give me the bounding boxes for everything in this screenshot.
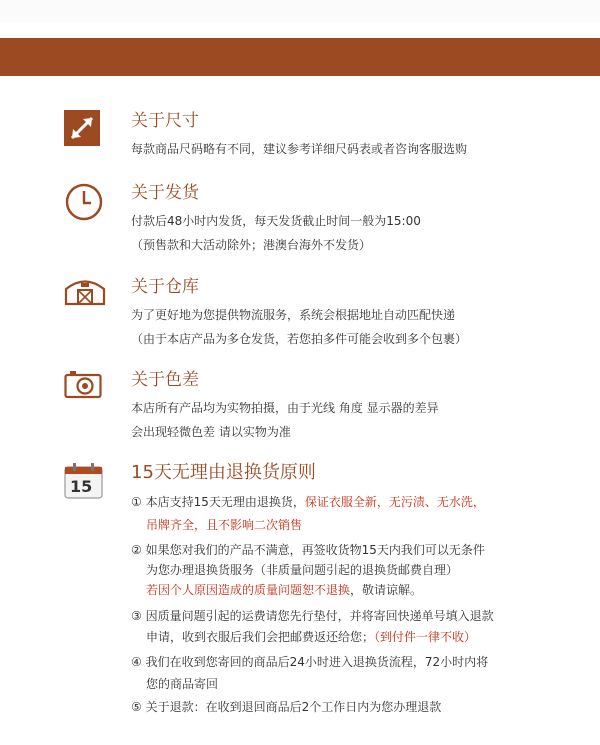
section-text: （预售款和大活动除外；港澳台海外不发货）: [131, 238, 372, 252]
header-banner: [0, 38, 600, 76]
section-text: 本店所有产品均为实物拍摄，由于光线 角度 显示器的差异: [131, 401, 439, 415]
rule-text: 您的商品寄回: [146, 677, 219, 691]
section-title: 关于尺寸: [131, 111, 199, 131]
rule-text: 为您办理退换货服务（非质量问题引起的退换货邮费自理）: [146, 563, 459, 577]
rule-text: ② 如果您对我们的产品不满意，再签收货物15天内我们可以无条件: [131, 543, 485, 557]
section-text: 为了更好地为您提供物流服务，系统会根据地址自动匹配快递: [131, 308, 456, 322]
section-title: 关于仓库: [131, 277, 199, 297]
rule-1-cont: [131, 517, 302, 533]
rule-highlight: 若因个人原因造成的质量问题恕不退换: [146, 583, 351, 597]
top-strip: [0, 0, 600, 22]
rule-2-cont2: [131, 582, 422, 598]
rule-4-cont: [131, 676, 218, 692]
section-text: 付款后48小时内发货，每天发货截止时间一般为15:00: [131, 214, 421, 228]
section-title: 关于色差: [131, 370, 199, 390]
rule-text: ⑤ 关于退款：在收到退回商品后2个工作日内为您办理退款: [131, 700, 442, 714]
clock-icon: [64, 182, 104, 222]
rule-1: [131, 494, 485, 510]
section-text: 每款商品尺码略有不同，建议参考详细尺码表或者咨询客服选购: [131, 142, 468, 156]
rule-5: [131, 699, 441, 715]
section-text: 会出现轻微色差 请以实物为准: [131, 425, 291, 439]
section-text: （由于本店产品为多仓发货，若您拍多件可能会收到多个包裹）: [131, 332, 468, 346]
section-title: 关于发货: [131, 183, 199, 203]
rule-highlight: 吊牌齐全，且不影响二次销售: [146, 518, 303, 532]
rule-text: ① 本店支持15天无理由退换货，: [131, 495, 305, 509]
warehouse-icon: [64, 276, 104, 316]
resize-arrow-icon: [64, 110, 104, 150]
rule-text: ③ 因质量问题引起的运费请您先行垫付，并将寄回快递单号填入退款: [131, 609, 494, 623]
rule-2: [131, 542, 485, 558]
camera-icon: [64, 369, 104, 409]
rule-3: [131, 608, 494, 624]
rule-highlight: 保证衣服全新，无污渍、无水洗，: [304, 495, 485, 509]
rule-highlight: （到付件一律不收）: [374, 630, 477, 644]
rule-2-cont: [131, 562, 458, 578]
rule-3-cont: [131, 629, 476, 645]
rule-4: [131, 654, 488, 670]
rule-text: 申请，收到衣服后我们会把邮费返还给您；: [146, 630, 375, 644]
calendar-number: 15: [70, 477, 93, 496]
rule-text: ，敬请谅解。: [350, 583, 423, 597]
rule-text: ④ 我们在收到您寄回的商品后24小时进入退换货流程，72小时内将: [131, 655, 489, 669]
section-title: 15天无理由退换货原则: [131, 462, 316, 483]
